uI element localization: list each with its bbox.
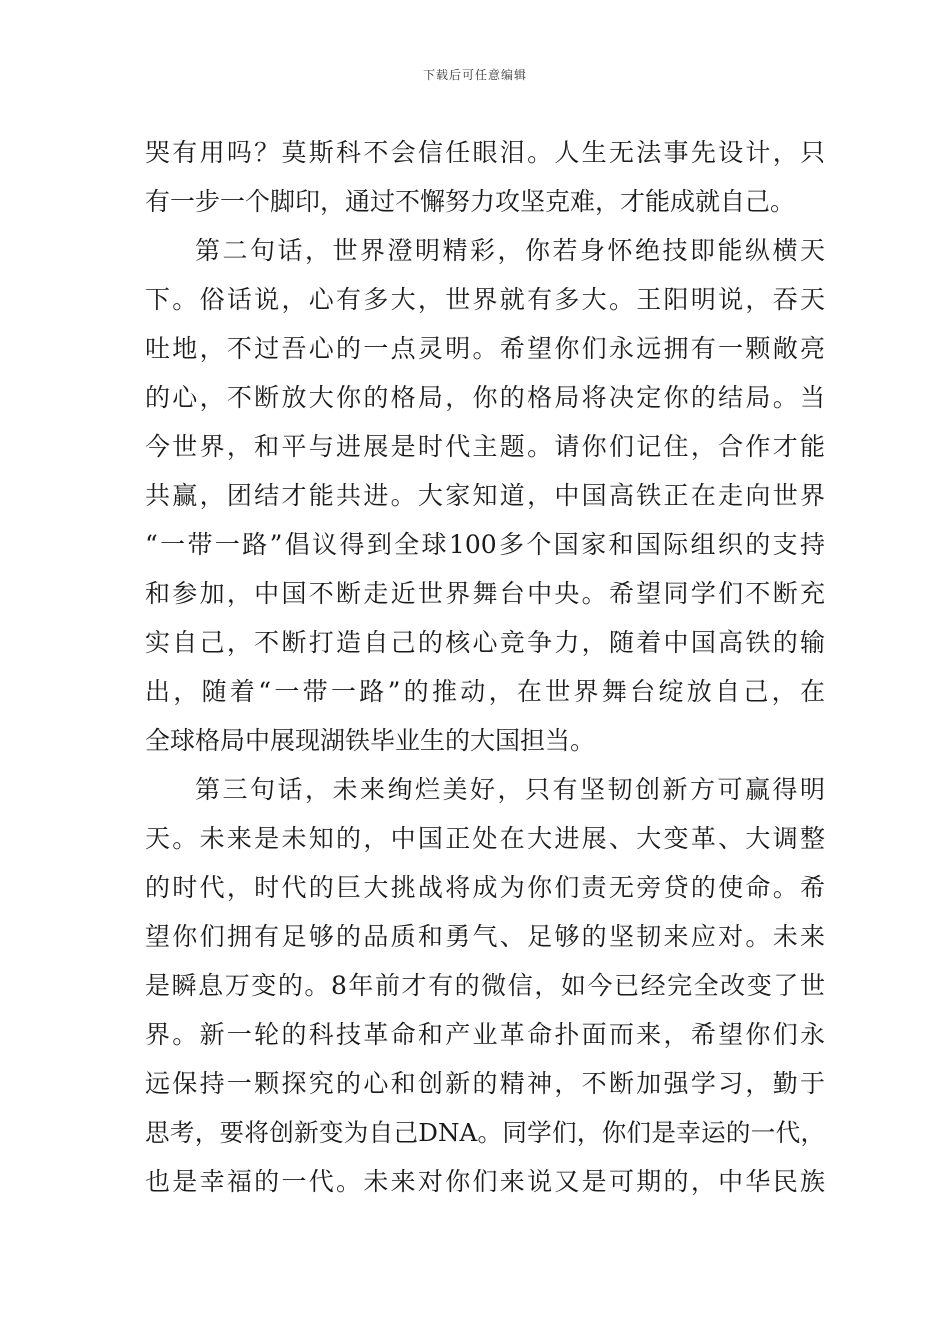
text-line: 和参加，中国不断走近世界舞台中央。希望同学们不断充	[145, 579, 825, 608]
text-line: 出，随着“一带一路”的推动，在世界舞台绽放自己，在	[145, 677, 825, 706]
page-header: 下载后可任意编辑	[422, 68, 527, 82]
text-line: 界。新一轮的科技革命和产业革命扑面而来，希望你们永	[145, 1020, 825, 1049]
text-line: 天。未来是未知的，中国正处在大进展、大变革、大调整	[145, 824, 825, 853]
text-line: 第二句话，世界澄明精彩，你若身怀绝技即能纵横天	[195, 236, 825, 265]
text-line: 实自己，不断打造自己的核心竞争力，随着中国高铁的输	[145, 628, 825, 657]
text-line: 下。俗话说，心有多大，世界就有多大。王阳明说，吞天	[145, 285, 825, 314]
text-line: 共赢，团结才能共进。大家知道，中国高铁正在走向世界	[145, 481, 825, 510]
text-line: 今世界，和平与进展是时代主题。请你们记住，合作才能	[145, 432, 825, 461]
text-line: 也是幸福的一代。未来对你们来说又是可期的，中华民族	[145, 1167, 825, 1196]
text-line: 的心，不断放大你的格局，你的格局将决定你的结局。当	[145, 383, 825, 412]
text-line: 哭有用吗？莫斯科不会信任眼泪。人生无法事先设计，只	[145, 138, 825, 167]
text-line: “一带一路”倡议得到全球100多个国家和国际组织的支持	[145, 530, 825, 559]
text-line: 思考，要将创新变为自己DNA。同学们，你们是幸运的一代，	[145, 1118, 825, 1147]
text-line: 的时代，时代的巨大挑战将成为你们责无旁贷的使命。希	[145, 873, 825, 902]
text-line: 远保持一颗探究的心和创新的精神，不断加强学习，勤于	[145, 1069, 825, 1098]
text-line: 望你们拥有足够的品质和勇气、足够的坚韧来应对。未来	[145, 922, 825, 951]
body-text	[145, 128, 825, 1206]
text-line: 第三句话，未来绚烂美好，只有坚韧创新方可赢得明	[195, 775, 825, 804]
text-line: 全球格局中展现湖铁毕业生的大国担当。	[145, 726, 596, 755]
text-line: 有一步一个脚印，通过不懈努力攻坚克难，才能成就自己。	[145, 187, 796, 216]
text-line: 是瞬息万变的。8年前才有的微信，如今已经完全改变了世	[145, 971, 825, 1000]
text-line: 吐地，不过吾心的一点灵明。希望你们永远拥有一颗敞亮	[145, 334, 825, 363]
